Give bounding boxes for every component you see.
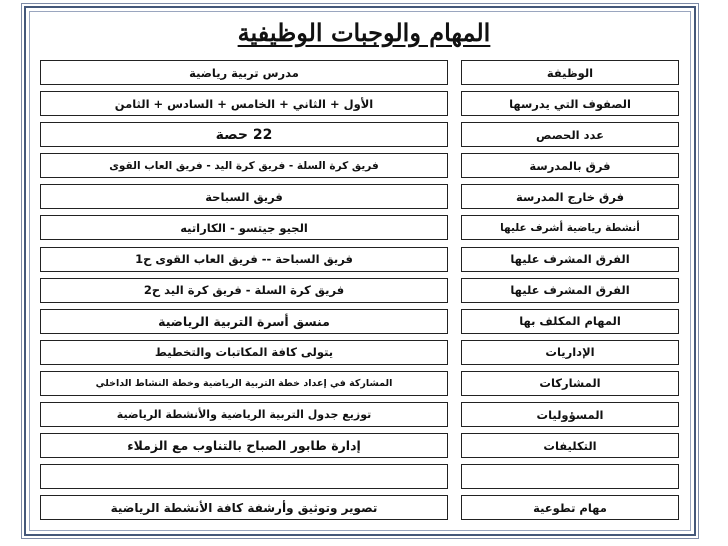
table-row [40,309,679,334]
row-value: 22 حصة [40,122,448,147]
row-value [40,464,448,489]
table-row [40,340,679,365]
table-row [40,278,679,303]
row-label: أنشطة رياضية أشرف عليها [461,215,679,240]
table-row [40,122,679,147]
row-label: الفرق المشرف عليها [461,247,679,272]
row-value: مدرس تربية رياضية [40,60,448,85]
row-label: فرق خارج المدرسة [461,184,679,209]
row-label: المهام المكلف بها [461,309,679,334]
row-value: منسق أسرة التربية الرياضية [40,309,448,334]
row-label: الإداريات [461,340,679,365]
duties-table [40,60,679,520]
row-value: تصوير وتوثيق وأرشفة كافة الأنشطة الرياضية [40,495,448,520]
row-label: عدد الحصص [461,122,679,147]
table-row [40,91,679,116]
row-label: الصفوف التي يدرسها [461,91,679,116]
table-row [40,153,679,178]
row-value: يتولى كافة المكاتبات والتخطيط [40,340,448,365]
page-title: المهام والوجبات الوظيفية [237,18,491,47]
table-row [40,371,679,396]
table-row [40,464,679,489]
row-value: إدارة طابور الصباح بالتناوب مع الزملاء [40,433,448,458]
row-label: فرق بالمدرسة [461,153,679,178]
row-value: الجيو جيتسو - الكاراتيه [40,215,448,240]
table-row [40,433,679,458]
row-value: فريق كرة السلة - فريق كرة اليد - فريق العاب القوى [40,153,448,178]
table-row [40,495,679,520]
row-value: توزيع جدول التربية الرياضية والأنشطة الرياضية [40,402,448,427]
row-value: المشاركة في إعداد خطة التربية الرياضية وخطة النشاط الداخلي [40,371,448,396]
row-value: الأول + الثاني + الخامس + السادس + الثامن [40,91,448,116]
row-label: المسؤوليات [461,402,679,427]
table-row [40,60,679,85]
row-label: المشاركات [461,371,679,396]
row-label: الفرق المشرف عليها [461,278,679,303]
row-label: مهام تطوعية [461,495,679,520]
table-row [40,184,679,209]
table-row [40,215,679,240]
table-row [40,247,679,272]
table-row [40,402,679,427]
row-value: فريق السباحة [40,184,448,209]
row-label: التكليفات [461,433,679,458]
row-value: فريق السباحة -- فريق العاب القوى ح1 [40,247,448,272]
row-value: فريق كرة السلة - فريق كرة اليد ح2 [40,278,448,303]
row-label: الوظيفة [461,60,679,85]
row-label [461,464,679,489]
